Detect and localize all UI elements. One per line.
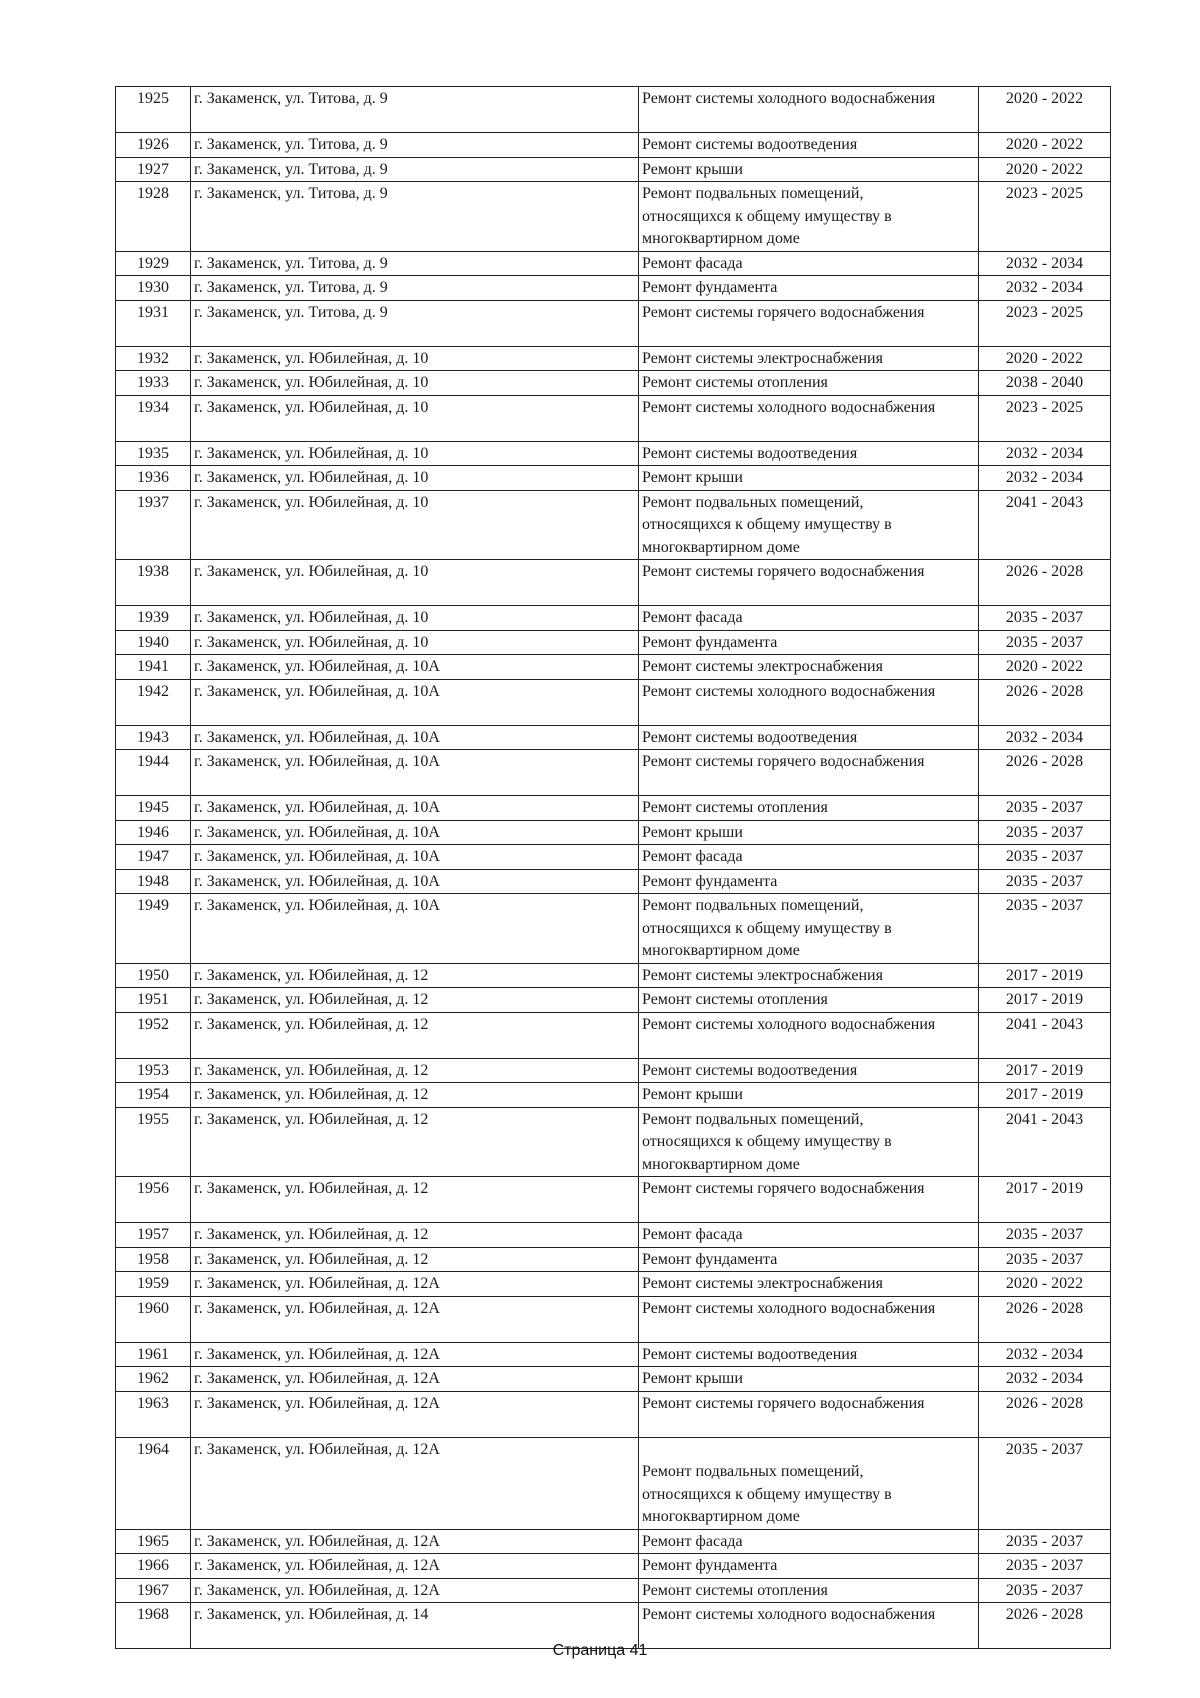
work-type-cell: Ремонт системы водоотведения xyxy=(639,1058,979,1083)
period-cell: 2032 - 2034 xyxy=(979,1367,1111,1392)
work-type-cell: Ремонт системы холодного водоснабжения xyxy=(639,1012,979,1058)
address-cell: г. Закаменск, ул. Юбилейная, д. 12А xyxy=(191,1437,639,1529)
address-cell: г. Закаменск, ул. Юбилейная, д. 14 xyxy=(191,1603,639,1649)
table-row xyxy=(116,560,1111,606)
work-type-cell: Ремонт подвальных помещений, относящихся к общему имуществу в многоквартирном доме xyxy=(639,182,979,252)
table-row xyxy=(116,490,1111,560)
work-type-cell: Ремонт крыши xyxy=(639,1367,979,1392)
period-cell: 2041 - 2043 xyxy=(979,1012,1111,1058)
row-number-cell: 1964 xyxy=(116,1437,191,1529)
table-row xyxy=(116,395,1111,441)
period-cell: 2026 - 2028 xyxy=(979,1391,1111,1437)
period-cell: 2041 - 2043 xyxy=(979,1107,1111,1177)
period-cell: 2035 - 2037 xyxy=(979,845,1111,870)
table-row xyxy=(116,630,1111,655)
address-cell: г. Закаменск, ул. Титова, д. 9 xyxy=(191,276,639,301)
period-cell: 2032 - 2034 xyxy=(979,276,1111,301)
address-cell: г. Закаменск, ул. Титова, д. 9 xyxy=(191,133,639,158)
period-cell: 2017 - 2019 xyxy=(979,988,1111,1013)
row-number-cell: 1925 xyxy=(116,87,191,133)
period-cell: 2026 - 2028 xyxy=(979,1296,1111,1342)
work-type-cell: Ремонт системы водоотведения xyxy=(639,441,979,466)
period-cell: 2032 - 2034 xyxy=(979,1342,1111,1367)
table-row xyxy=(116,157,1111,182)
address-cell: г. Закаменск, ул. Юбилейная, д. 10А xyxy=(191,796,639,821)
work-type-cell: Ремонт подвальных помещений, относящихся к общему имуществу в многоквартирном доме xyxy=(639,1107,979,1177)
row-number-cell: 1942 xyxy=(116,679,191,725)
table-row xyxy=(116,371,1111,396)
table-row xyxy=(116,1012,1111,1058)
period-cell: 2038 - 2040 xyxy=(979,371,1111,396)
table-row xyxy=(116,1177,1111,1223)
table-row xyxy=(116,1058,1111,1083)
work-type-cell: Ремонт системы электроснабжения xyxy=(639,655,979,680)
row-number-cell: 1941 xyxy=(116,655,191,680)
row-number-cell: 1963 xyxy=(116,1391,191,1437)
row-number-cell: 1960 xyxy=(116,1296,191,1342)
period-cell: 2017 - 2019 xyxy=(979,963,1111,988)
row-number-cell: 1936 xyxy=(116,466,191,491)
row-number-cell: 1961 xyxy=(116,1342,191,1367)
address-cell: г. Закаменск, ул. Юбилейная, д. 10 xyxy=(191,466,639,491)
table-row xyxy=(116,182,1111,252)
address-cell: г. Закаменск, ул. Юбилейная, д. 10А xyxy=(191,679,639,725)
period-cell: 2032 - 2034 xyxy=(979,441,1111,466)
row-number-cell: 1959 xyxy=(116,1272,191,1297)
row-number-cell: 1966 xyxy=(116,1554,191,1579)
period-cell: 2035 - 2037 xyxy=(979,894,1111,964)
work-type-cell: Ремонт системы горячего водоснабжения xyxy=(639,750,979,796)
table-row xyxy=(116,1247,1111,1272)
row-number-cell: 1950 xyxy=(116,963,191,988)
table-row xyxy=(116,1578,1111,1603)
table-row xyxy=(116,1296,1111,1342)
address-cell: г. Закаменск, ул. Юбилейная, д. 10 xyxy=(191,395,639,441)
address-cell: г. Закаменск, ул. Юбилейная, д. 12 xyxy=(191,1058,639,1083)
address-cell: г. Закаменск, ул. Юбилейная, д. 12 xyxy=(191,963,639,988)
row-number-cell: 1929 xyxy=(116,251,191,276)
work-type-cell: Ремонт системы холодного водоснабжения xyxy=(639,1296,979,1342)
period-cell: 2035 - 2037 xyxy=(979,606,1111,631)
table-row xyxy=(116,655,1111,680)
address-cell: г. Закаменск, ул. Юбилейная, д. 10 xyxy=(191,490,639,560)
table-row xyxy=(116,1529,1111,1554)
work-type-cell: Ремонт подвальных помещений, относящихся к общему имуществу в многоквартирном доме xyxy=(639,490,979,560)
page-number: Страница 41 xyxy=(552,1642,648,1659)
table-row xyxy=(116,251,1111,276)
row-number-cell: 1932 xyxy=(116,346,191,371)
period-cell: 2020 - 2022 xyxy=(979,133,1111,158)
address-cell: г. Закаменск, ул. Юбилейная, д. 12 xyxy=(191,1012,639,1058)
work-type-cell: Ремонт фундамента xyxy=(639,1554,979,1579)
period-cell: 2020 - 2022 xyxy=(979,346,1111,371)
row-number-cell: 1965 xyxy=(116,1529,191,1554)
period-cell: 2035 - 2037 xyxy=(979,1223,1111,1248)
work-type-cell: Ремонт системы водоотведения xyxy=(639,725,979,750)
table-row xyxy=(116,300,1111,346)
address-cell: г. Закаменск, ул. Юбилейная, д. 12 xyxy=(191,1177,639,1223)
period-cell: 2035 - 2037 xyxy=(979,796,1111,821)
table-row xyxy=(116,1554,1111,1579)
address-cell: г. Закаменск, ул. Юбилейная, д. 10 xyxy=(191,560,639,606)
row-number-cell: 1935 xyxy=(116,441,191,466)
work-type-cell: Ремонт системы горячего водоснабжения xyxy=(639,1177,979,1223)
table-row xyxy=(116,796,1111,821)
address-cell: г. Закаменск, ул. Титова, д. 9 xyxy=(191,157,639,182)
row-number-cell: 1951 xyxy=(116,988,191,1013)
work-type-cell: Ремонт системы электроснабжения xyxy=(639,963,979,988)
work-type-cell: Ремонт системы водоотведения xyxy=(639,133,979,158)
row-number-cell: 1957 xyxy=(116,1223,191,1248)
address-cell: г. Закаменск, ул. Юбилейная, д. 10А xyxy=(191,750,639,796)
period-cell: 2026 - 2028 xyxy=(979,750,1111,796)
work-type-cell: Ремонт фундамента xyxy=(639,276,979,301)
work-type-cell: Ремонт фасада xyxy=(639,845,979,870)
work-type-cell: Ремонт системы горячего водоснабжения xyxy=(639,1391,979,1437)
table-row xyxy=(116,606,1111,631)
row-number-cell: 1949 xyxy=(116,894,191,964)
work-type-cell: Ремонт фасада xyxy=(639,251,979,276)
table-row xyxy=(116,87,1111,133)
table-row xyxy=(116,1083,1111,1108)
work-type-cell: Ремонт системы холодного водоснабжения xyxy=(639,679,979,725)
work-type-cell: Ремонт фасада xyxy=(639,606,979,631)
table-row xyxy=(116,1223,1111,1248)
work-type-cell: Ремонт фундамента xyxy=(639,869,979,894)
address-cell: г. Закаменск, ул. Юбилейная, д. 10А xyxy=(191,725,639,750)
table-row xyxy=(116,1391,1111,1437)
address-cell: г. Закаменск, ул. Юбилейная, д. 12 xyxy=(191,988,639,1013)
work-type-cell: Ремонт фасада xyxy=(639,1223,979,1248)
address-cell: г. Закаменск, ул. Титова, д. 9 xyxy=(191,182,639,252)
address-cell: г. Закаменск, ул. Юбилейная, д. 12А xyxy=(191,1529,639,1554)
row-number-cell: 1954 xyxy=(116,1083,191,1108)
period-cell: 2035 - 2037 xyxy=(979,1247,1111,1272)
row-number-cell: 1956 xyxy=(116,1177,191,1223)
period-cell: 2035 - 2037 xyxy=(979,1437,1111,1529)
table-row xyxy=(116,346,1111,371)
row-number-cell: 1943 xyxy=(116,725,191,750)
address-cell: г. Закаменск, ул. Юбилейная, д. 10А xyxy=(191,820,639,845)
table-row xyxy=(116,1437,1111,1529)
work-type-cell: Ремонт крыши xyxy=(639,157,979,182)
period-cell: 2020 - 2022 xyxy=(979,655,1111,680)
address-cell: г. Закаменск, ул. Титова, д. 9 xyxy=(191,251,639,276)
row-number-cell: 1928 xyxy=(116,182,191,252)
row-number-cell: 1934 xyxy=(116,395,191,441)
period-cell: 2017 - 2019 xyxy=(979,1058,1111,1083)
work-type-cell: Ремонт системы холодного водоснабжения xyxy=(639,395,979,441)
table-row xyxy=(116,1272,1111,1297)
table-row xyxy=(116,133,1111,158)
period-cell: 2035 - 2037 xyxy=(979,820,1111,845)
period-cell: 2032 - 2034 xyxy=(979,466,1111,491)
row-number-cell: 1927 xyxy=(116,157,191,182)
period-cell: 2041 - 2043 xyxy=(979,490,1111,560)
period-cell: 2035 - 2037 xyxy=(979,630,1111,655)
table-body xyxy=(116,87,1111,1649)
address-cell: г. Закаменск, ул. Юбилейная, д. 12А xyxy=(191,1342,639,1367)
period-cell: 2017 - 2019 xyxy=(979,1083,1111,1108)
address-cell: г. Закаменск, ул. Юбилейная, д. 12 xyxy=(191,1083,639,1108)
address-cell: г. Закаменск, ул. Юбилейная, д. 10А xyxy=(191,894,639,964)
address-cell: г. Закаменск, ул. Юбилейная, д. 10А xyxy=(191,655,639,680)
work-type-cell: Ремонт системы холодного водоснабжения xyxy=(639,1603,979,1649)
work-type-cell: Ремонт крыши xyxy=(639,1083,979,1108)
row-number-cell: 1926 xyxy=(116,133,191,158)
work-type-cell: Ремонт фундамента xyxy=(639,1247,979,1272)
row-number-cell: 1933 xyxy=(116,371,191,396)
work-type-cell: Ремонт системы водоотведения xyxy=(639,1342,979,1367)
table-row xyxy=(116,988,1111,1013)
table-row xyxy=(116,1367,1111,1392)
table-row xyxy=(116,466,1111,491)
row-number-cell: 1944 xyxy=(116,750,191,796)
address-cell: г. Закаменск, ул. Юбилейная, д. 10 xyxy=(191,346,639,371)
address-cell: г. Закаменск, ул. Юбилейная, д. 12А xyxy=(191,1367,639,1392)
table-row xyxy=(116,1107,1111,1177)
address-cell: г. Закаменск, ул. Юбилейная, д. 10 xyxy=(191,371,639,396)
work-type-cell: Ремонт системы отопления xyxy=(639,796,979,821)
table-row xyxy=(116,441,1111,466)
period-cell: 2020 - 2022 xyxy=(979,157,1111,182)
period-cell: 2023 - 2025 xyxy=(979,182,1111,252)
row-number-cell: 1940 xyxy=(116,630,191,655)
row-number-cell: 1958 xyxy=(116,1247,191,1272)
table-row xyxy=(116,894,1111,964)
table-row xyxy=(116,679,1111,725)
address-cell: г. Закаменск, ул. Юбилейная, д. 12 xyxy=(191,1223,639,1248)
table-row xyxy=(116,820,1111,845)
period-cell: 2035 - 2037 xyxy=(979,1578,1111,1603)
work-type-cell: Ремонт системы электроснабжения xyxy=(639,1272,979,1297)
row-number-cell: 1937 xyxy=(116,490,191,560)
table-row xyxy=(116,845,1111,870)
period-cell: 2026 - 2028 xyxy=(979,679,1111,725)
work-type-cell: Ремонт крыши xyxy=(639,466,979,491)
period-cell: 2017 - 2019 xyxy=(979,1177,1111,1223)
table-row xyxy=(116,963,1111,988)
address-cell: г. Закаменск, ул. Юбилейная, д. 12А xyxy=(191,1578,639,1603)
address-cell: г. Закаменск, ул. Юбилейная, д. 12А xyxy=(191,1391,639,1437)
row-number-cell: 1946 xyxy=(116,820,191,845)
period-cell: 2032 - 2034 xyxy=(979,251,1111,276)
work-type-cell: Ремонт подвальных помещений, относящихся к общему имуществу в многоквартирном доме xyxy=(639,894,979,964)
work-type-cell: Ремонт фасада xyxy=(639,1529,979,1554)
address-cell: г. Закаменск, ул. Юбилейная, д. 12А xyxy=(191,1272,639,1297)
row-number-cell: 1968 xyxy=(116,1603,191,1649)
row-number-cell: 1948 xyxy=(116,869,191,894)
address-cell: г. Закаменск, ул. Юбилейная, д. 10 xyxy=(191,606,639,631)
work-type-cell: Ремонт крыши xyxy=(639,820,979,845)
address-cell: г. Закаменск, ул. Юбилейная, д. 12 xyxy=(191,1247,639,1272)
work-type-cell: Ремонт фундамента xyxy=(639,630,979,655)
table-row xyxy=(116,276,1111,301)
work-type-cell: Ремонт системы горячего водоснабжения xyxy=(639,560,979,606)
row-number-cell: 1939 xyxy=(116,606,191,631)
address-cell: г. Закаменск, ул. Юбилейная, д. 12А xyxy=(191,1554,639,1579)
work-type-cell: Ремонт системы холодного водоснабжения xyxy=(639,87,979,133)
period-cell: 2020 - 2022 xyxy=(979,1272,1111,1297)
row-number-cell: 1962 xyxy=(116,1367,191,1392)
row-number-cell: 1967 xyxy=(116,1578,191,1603)
work-type-cell: Ремонт системы отопления xyxy=(639,988,979,1013)
table-row xyxy=(116,750,1111,796)
repair-schedule-table xyxy=(115,86,1111,1649)
period-cell: 2035 - 2037 xyxy=(979,1529,1111,1554)
address-cell: г. Закаменск, ул. Юбилейная, д. 10А xyxy=(191,869,639,894)
row-number-cell: 1953 xyxy=(116,1058,191,1083)
period-cell: 2023 - 2025 xyxy=(979,300,1111,346)
row-number-cell: 1931 xyxy=(116,300,191,346)
period-cell: 2035 - 2037 xyxy=(979,1554,1111,1579)
period-cell: 2026 - 2028 xyxy=(979,560,1111,606)
row-number-cell: 1945 xyxy=(116,796,191,821)
work-type-cell: Ремонт системы отопления xyxy=(639,1578,979,1603)
address-cell: г. Закаменск, ул. Юбилейная, д. 10 xyxy=(191,441,639,466)
period-cell: 2032 - 2034 xyxy=(979,725,1111,750)
period-cell: 2020 - 2022 xyxy=(979,87,1111,133)
row-number-cell: 1952 xyxy=(116,1012,191,1058)
address-cell: г. Закаменск, ул. Юбилейная, д. 10 xyxy=(191,630,639,655)
period-cell: 2035 - 2037 xyxy=(979,869,1111,894)
row-number-cell: 1930 xyxy=(116,276,191,301)
work-type-cell: Ремонт системы отопления xyxy=(639,371,979,396)
address-cell: г. Закаменск, ул. Юбилейная, д. 10А xyxy=(191,845,639,870)
row-number-cell: 1938 xyxy=(116,560,191,606)
address-cell: г. Закаменск, ул. Титова, д. 9 xyxy=(191,87,639,133)
table-row xyxy=(116,725,1111,750)
work-type-cell: Ремонт системы электроснабжения xyxy=(639,346,979,371)
work-type-cell: Ремонт системы горячего водоснабжения xyxy=(639,300,979,346)
address-cell: г. Закаменск, ул. Юбилейная, д. 12 xyxy=(191,1107,639,1177)
row-number-cell: 1955 xyxy=(116,1107,191,1177)
period-cell: 2026 - 2028 xyxy=(979,1603,1111,1649)
address-cell: г. Закаменск, ул. Титова, д. 9 xyxy=(191,300,639,346)
address-cell: г. Закаменск, ул. Юбилейная, д. 12А xyxy=(191,1296,639,1342)
row-number-cell: 1947 xyxy=(116,845,191,870)
table-row xyxy=(116,869,1111,894)
work-type-cell: Ремонт подвальных помещений, относящихся к общему имуществу в многоквартирном доме xyxy=(639,1437,979,1529)
table-row xyxy=(116,1342,1111,1367)
period-cell: 2023 - 2025 xyxy=(979,395,1111,441)
